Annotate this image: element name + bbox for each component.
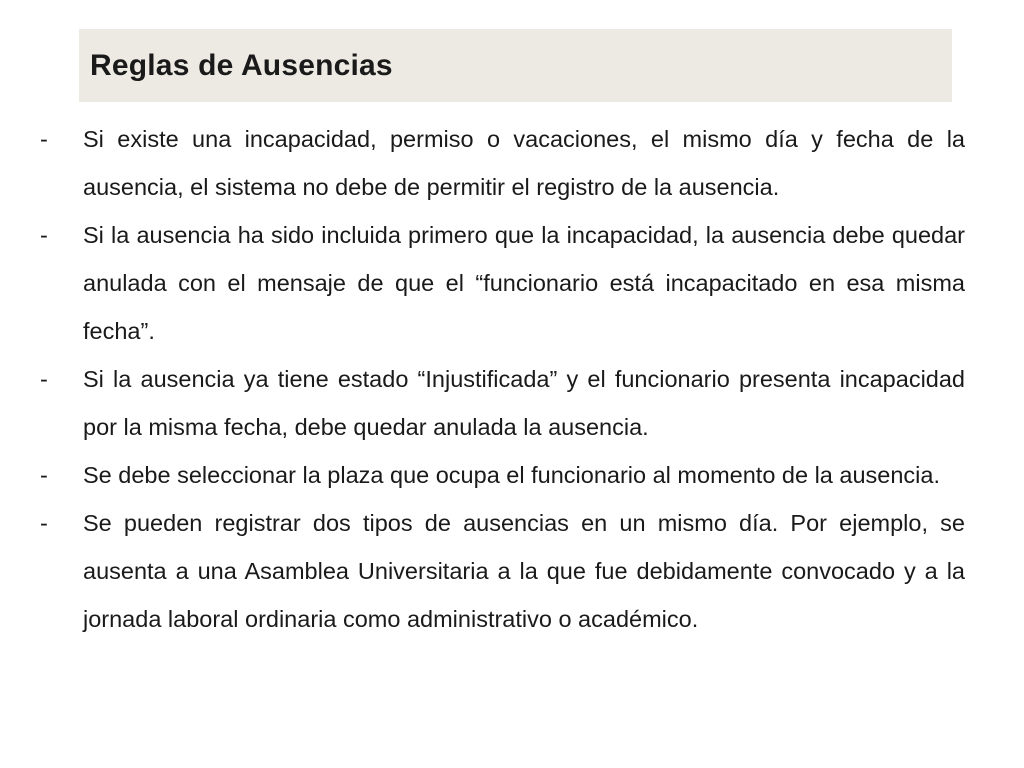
bullet-dash: - [40, 510, 48, 536]
rule-text: Se debe seleccionar la plaza que ocupa el funcionario al momento de la ausencia. [83, 462, 941, 488]
bullet-dash: - [40, 126, 48, 152]
rule-item [40, 355, 965, 451]
rule-text: Si la ausencia ha sido incluida primero que la incapacidad, la ausencia debe quedar anulada con el mensaje de que el “funcionario está incapacitado en esa misma fecha”. [83, 222, 965, 344]
rule-text: Si existe una incapacidad, permiso o vacaciones, el mismo día y fecha de la ausencia, el sistema no debe de permitir el registro de la ausencia. [83, 126, 965, 200]
bullet-dash: - [40, 222, 48, 248]
rule-item [40, 211, 965, 355]
bullet-dash: - [40, 462, 48, 488]
bullet-dash: - [40, 366, 48, 392]
rule-text: Se pueden registrar dos tipos de ausencias en un mismo día. Por ejemplo, se ausenta a una Asamblea Universitaria a la que fue debidamente convocado y a la jornada laboral ordinaria como administrativo o académico. [83, 510, 965, 632]
rules-list [40, 115, 965, 643]
rule-item [40, 115, 965, 211]
title-bar [79, 29, 952, 102]
rule-item [40, 451, 965, 499]
rule-text: Si la ausencia ya tiene estado “Injustificada” y el funcionario presenta incapacidad por la misma fecha, debe quedar anulada la ausencia. [83, 366, 965, 440]
rule-item [40, 499, 965, 643]
slide-title: Reglas de Ausencias [90, 48, 393, 82]
